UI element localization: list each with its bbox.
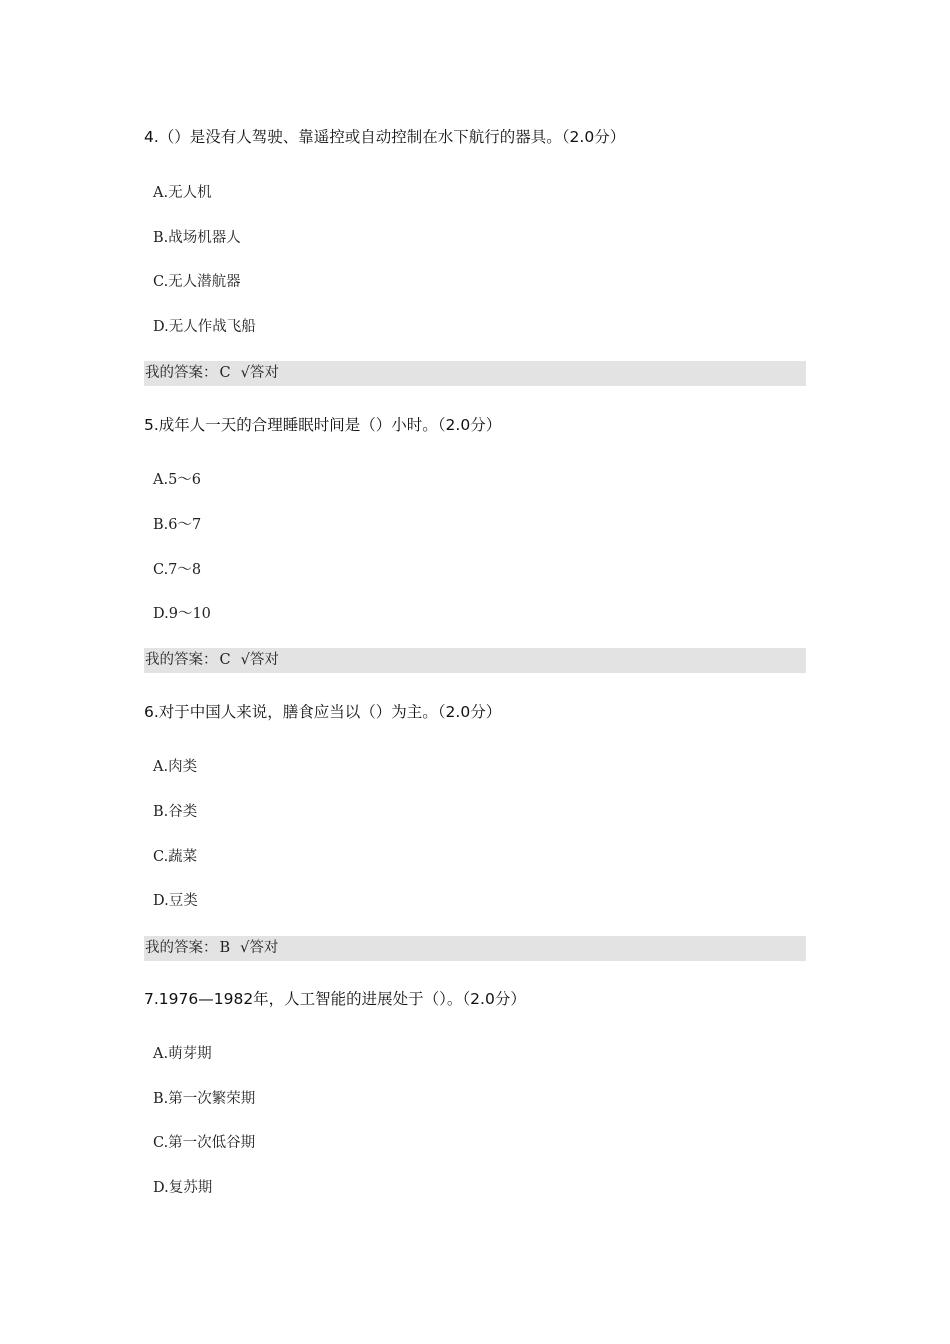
question-title: 7.1976—1982年，人工智能的进展处于（）。（2.0分） xyxy=(144,990,526,1008)
option-d: D.复苏期 xyxy=(153,1180,213,1196)
answer-bar xyxy=(144,361,806,386)
option-d: D.无人作战飞船 xyxy=(153,319,256,335)
question-title: 5.成年人一天的合理睡眠时间是（）小时。（2.0分） xyxy=(144,416,502,434)
answer-label: 我的答案： xyxy=(145,652,218,668)
option-d: D.豆类 xyxy=(153,893,198,909)
answer-bar xyxy=(144,648,806,673)
question-6 xyxy=(144,701,806,956)
option-b: B.6～7 xyxy=(153,517,202,533)
option-b: B.战场机器人 xyxy=(153,230,241,246)
answer-label: 我的答案： xyxy=(145,940,218,956)
answer-value: C xyxy=(219,365,231,381)
question-4 xyxy=(144,126,806,381)
option-c: C.无人潜航器 xyxy=(153,274,241,290)
option-c: C.蔬菜 xyxy=(153,849,198,865)
option-a: A.萌芽期 xyxy=(153,1046,212,1062)
option-a: A.5～6 xyxy=(153,472,202,488)
option-b: B.第一次繁荣期 xyxy=(153,1091,256,1107)
answer-value: C xyxy=(219,652,231,668)
question-5 xyxy=(144,414,806,668)
option-a: A.肉类 xyxy=(153,759,198,775)
question-7 xyxy=(144,988,806,1196)
option-c: C.7～8 xyxy=(153,562,202,578)
option-a: A.无人机 xyxy=(153,185,212,201)
answer-result: √答对 xyxy=(240,652,279,668)
answer-value: B xyxy=(219,940,231,956)
answer-result: √答对 xyxy=(240,940,279,956)
answer-bar xyxy=(144,936,806,961)
answer-result: √答对 xyxy=(240,365,279,381)
answer-label: 我的答案： xyxy=(145,365,218,381)
question-title: 6.对于中国人来说，膳食应当以（）为主。（2.0分） xyxy=(144,703,502,721)
question-title: 4.（）是没有人驾驶、靠遥控或自动控制在水下航行的器具。（2.0分） xyxy=(144,128,626,146)
option-d: D.9～10 xyxy=(153,606,211,622)
option-c: C.第一次低谷期 xyxy=(153,1135,256,1151)
option-b: B.谷类 xyxy=(153,804,198,820)
